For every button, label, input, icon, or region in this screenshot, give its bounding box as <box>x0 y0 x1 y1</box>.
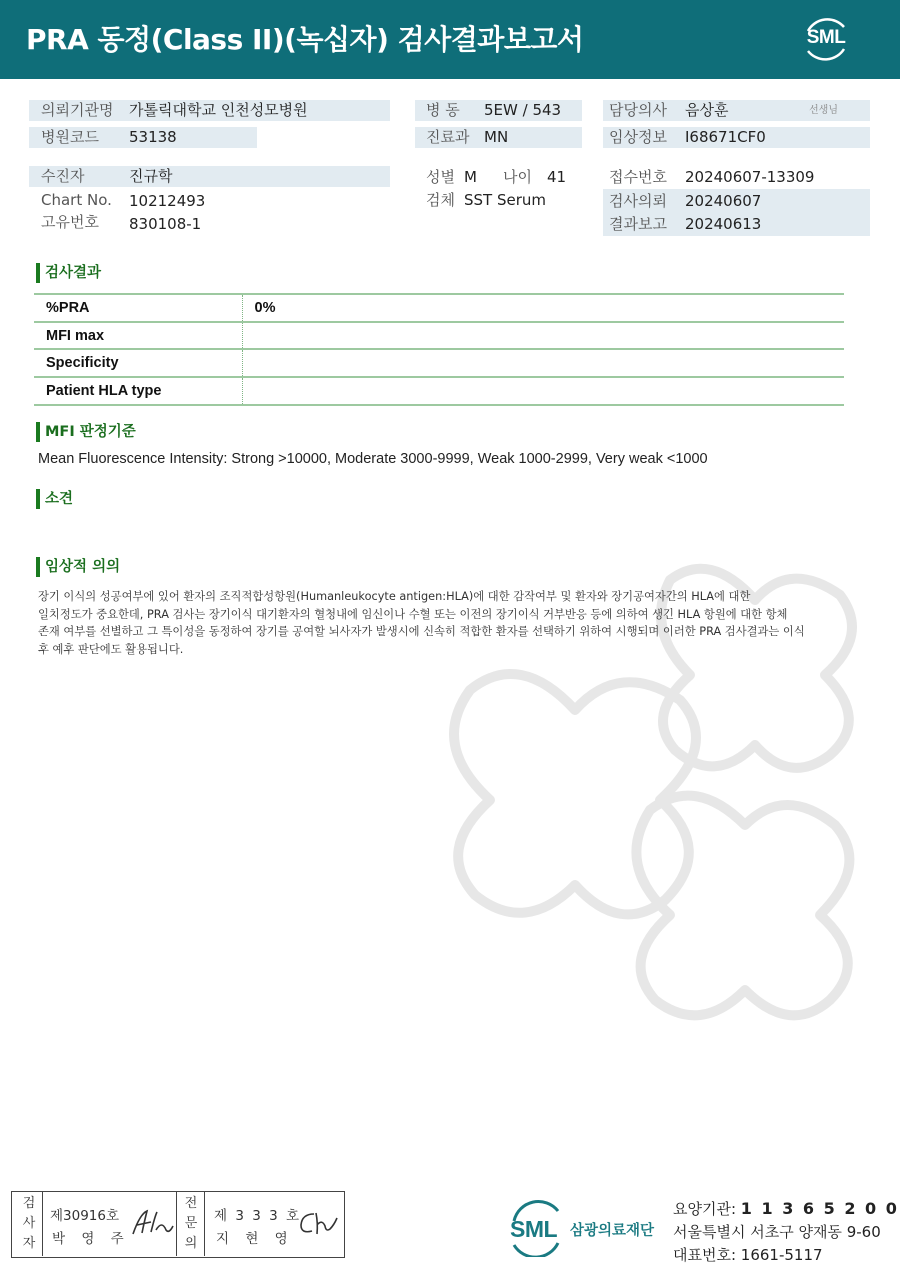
specialist-signature-icon <box>296 1208 340 1238</box>
result-key: MFI max <box>34 322 242 350</box>
report-date-value: 20240613 <box>685 215 762 233</box>
clinical-line: 후 예후 판단에도 활용됩니다. <box>38 643 184 657</box>
chart-no-label: Chart No. <box>41 191 112 209</box>
report-title: PRA 동정(Class II)(녹십자) 검사결과보고서 <box>26 23 584 56</box>
stamp-divider <box>42 1192 43 1256</box>
request-value: 20240607 <box>685 192 762 210</box>
examiner-label: 검 사 자 <box>22 1196 36 1251</box>
sml-logo <box>798 13 854 65</box>
clinical-text <box>38 588 848 659</box>
footer-logo-text: SML <box>510 1216 558 1242</box>
opinion-heading: 소견 <box>36 489 73 509</box>
result-value <box>242 377 844 405</box>
footer-contact-info <box>673 1197 899 1267</box>
result-key: Specificity <box>34 349 242 377</box>
clinical-line: 일치정도가 중요한데, PRA 검사는 장기이식 대기환자의 혈청내에 임신이나 수혈 또는 이전의 장기이식 거부반응 등에 의하여 생긴 HLA 항원에 대한 항체 <box>38 607 788 621</box>
age-value: 41 <box>547 168 567 186</box>
stamp-divider <box>204 1192 205 1256</box>
clinical-info-label: 임상정보 <box>609 128 667 146</box>
results-heading: 검사결과 <box>36 263 101 283</box>
dept-label: 진료과 <box>426 128 470 146</box>
result-key: %PRA <box>34 294 242 322</box>
result-value: 0% <box>242 294 844 322</box>
clinical-heading: 임상적 의의 <box>36 557 120 577</box>
table-row <box>34 377 844 405</box>
phone-label: 대표번호: <box>673 1246 741 1264</box>
table-row <box>34 294 844 322</box>
hospital-code-value: 53138 <box>129 128 177 146</box>
age-label: 나이 <box>503 168 532 186</box>
table-row <box>34 322 844 350</box>
specialist-name: 지 현 영 <box>216 1231 294 1247</box>
specimen-label: 검체 <box>426 191 455 209</box>
sex-label: 성별 <box>426 168 455 186</box>
chart-no-value: 10212493 <box>129 192 206 210</box>
signature-stamp-box <box>11 1191 345 1258</box>
footer-org-name: 삼광의료재단 <box>570 1223 655 1239</box>
mfi-criteria-text: Mean Fluorescence Intensity: Strong >10000, Moderate 3000-9999, Weak 1000-2999, Very weak <1000 <box>38 451 708 467</box>
receipt-value: 20240607-13309 <box>685 168 815 186</box>
clinical-line: 장기 이식의 성공여부에 있어 환자의 조직적합성항원(Humanleukocyte antigen:HLA)에 대한 감작여부 및 환자와 장기공여자간의 HLA에 대한 <box>38 590 751 603</box>
result-value <box>242 322 844 350</box>
clinical-line: 존재 여부를 선별하고 그 특이성을 동정하여 장기를 공여할 뇌사자가 발생시에 신속히 적합한 환자를 선택하기 위하여 시행되며 이러한 PRA 검사결과는 이식 <box>38 625 805 639</box>
specialist-license: 제 3 3 3 호 <box>214 1208 302 1224</box>
results-table <box>34 293 844 406</box>
care-no: 1 1 3 6 5 2 0 0 <box>740 1199 899 1218</box>
doctor-value: 음상훈 <box>685 101 729 119</box>
care-label: 요양기관: <box>673 1200 741 1218</box>
stamp-divider <box>176 1192 177 1256</box>
id-no-label: 고유번호 <box>41 213 99 231</box>
result-key: Patient HLA type <box>34 377 242 405</box>
examiner-license: 제30916호 <box>50 1208 120 1224</box>
request-label: 검사의뢰 <box>609 192 667 210</box>
report-date-label: 결과보고 <box>609 215 667 233</box>
result-value <box>242 349 844 377</box>
institution-label: 의뢰기관명 <box>41 101 114 119</box>
doctor-label: 담당의사 <box>609 101 667 119</box>
sex-value: M <box>464 168 477 186</box>
specimen-value: SST Serum <box>464 191 547 209</box>
examiner-signature-icon <box>130 1206 176 1240</box>
address: 서울특별시 서초구 양재동 9-60 <box>673 1223 881 1241</box>
patient-label: 수진자 <box>41 167 85 185</box>
id-no-value: 830108-1 <box>129 215 202 233</box>
mfi-heading: MFI 판정기준 <box>36 422 136 442</box>
patient-name: 진규학 <box>129 167 173 185</box>
examiner-name: 박 영 주 <box>52 1231 130 1247</box>
dept-value: MN <box>484 128 509 146</box>
clinical-info-value: I68671CF0 <box>685 128 766 146</box>
phone-value: 1661-5117 <box>740 1246 823 1264</box>
hospital-code-label: 병원코드 <box>41 128 99 146</box>
sml-logo-text: SML <box>806 27 846 48</box>
doctor-suffix: 선생님 <box>809 105 838 116</box>
ward-label: 병 동 <box>426 101 460 119</box>
ward-value: 5EW / 543 <box>484 101 562 119</box>
specialist-label: 전 문 의 <box>184 1196 198 1251</box>
receipt-label: 접수번호 <box>609 168 667 186</box>
institution-value: 가톨릭대학교 인천성모병원 <box>129 101 308 119</box>
table-row <box>34 349 844 377</box>
